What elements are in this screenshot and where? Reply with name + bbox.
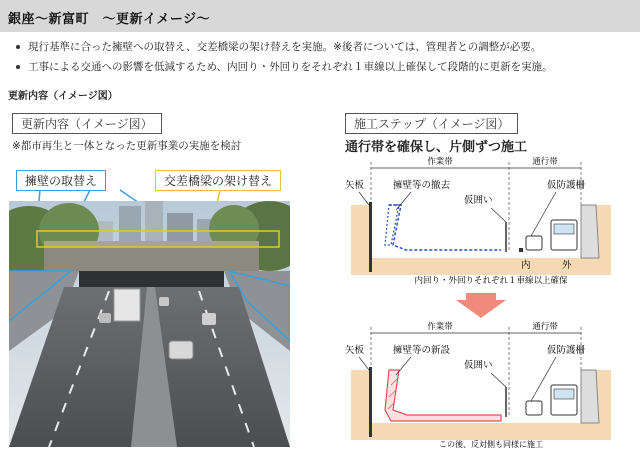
expressway-photo bbox=[9, 201, 290, 447]
step1-enclosure-label: 仮囲い bbox=[464, 195, 493, 206]
step2-enclosure-label: 仮囲い bbox=[464, 360, 493, 371]
step2-caption: この後、反対側も同様に施工 bbox=[439, 440, 543, 449]
callout-bridge-replacement: 交差橋梁の架け替え bbox=[155, 170, 281, 191]
right-panel-heading: 通行帯を確保し、片側ずつ施工 bbox=[345, 140, 528, 155]
section-subheading: 更新内容（イメージ図） bbox=[8, 91, 118, 102]
page-title: 銀座～新富町 ～更新イメージ～ bbox=[8, 12, 211, 27]
step2-guard-label: 仮防護柵 bbox=[547, 345, 586, 356]
bullet-dot-icon bbox=[16, 65, 20, 69]
step1-outer-label: 外 bbox=[562, 260, 572, 271]
step2-diagram bbox=[345, 321, 611, 449]
bullet-item bbox=[14, 40, 634, 54]
left-panel-note: ※都市再生と一体となった更新事業の実施を検討 bbox=[12, 140, 242, 152]
bullet-text: 現行基準に合った擁壁への取替え、交差橋梁の架け替えを実施。※後者については、管理者との調整が必要。 bbox=[28, 41, 542, 53]
step2-traffic-zone-label: 通行帯 bbox=[532, 322, 558, 332]
bullet-list bbox=[14, 40, 634, 80]
step1-inner-label: 内 bbox=[521, 260, 531, 271]
step1-diagram bbox=[345, 156, 611, 286]
step2-work-zone-label: 作業帯 bbox=[427, 322, 453, 332]
step1-removal-label: 擁壁等の撤去 bbox=[393, 180, 451, 191]
callout-wall-replacement: 擁壁の取替え bbox=[16, 170, 106, 191]
step1-sheet-pile-label: 矢板 bbox=[345, 180, 365, 191]
bullet-text: 工事による交通への影響を低減するため、内回り・外回りをそれぞれ１車線以上確保して段階的に更新を実施。 bbox=[28, 61, 553, 73]
step1-caption: 内回り・外回りそれぞれ１車線以上確保 bbox=[414, 276, 568, 286]
step-arrow-icon bbox=[456, 293, 506, 318]
right-panel-label: 施工ステップ（イメージ図） bbox=[345, 113, 518, 134]
bullet-dot-icon bbox=[16, 45, 20, 49]
step2-new-wall-label: 擁壁等の新設 bbox=[393, 345, 451, 356]
construction-step-diagram bbox=[341, 150, 631, 450]
left-panel-label: 更新内容（イメージ図） bbox=[12, 113, 162, 134]
step1-work-zone-label: 作業帯 bbox=[427, 157, 453, 167]
step1-traffic-zone-label: 通行帯 bbox=[532, 157, 558, 167]
bullet-item bbox=[14, 60, 634, 74]
step2-sheet-pile-label: 矢板 bbox=[345, 345, 365, 356]
step1-guard-label: 仮防護柵 bbox=[547, 180, 586, 191]
page-header bbox=[0, 0, 640, 32]
